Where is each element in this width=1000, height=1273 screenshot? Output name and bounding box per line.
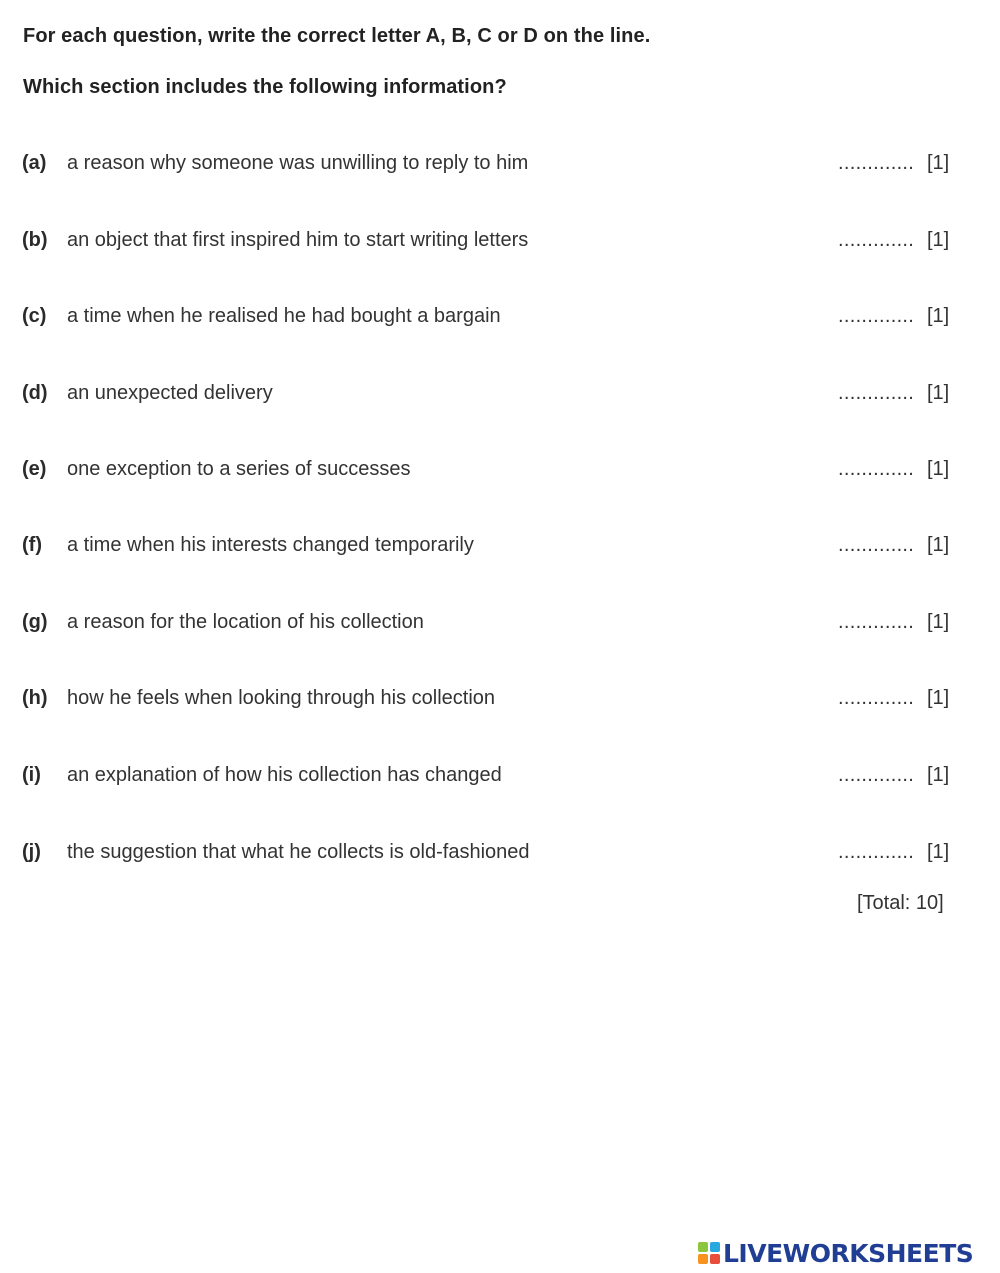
question-text: a time when he realised he had bought a bargain [67, 305, 501, 327]
question-letter: (d) [22, 382, 48, 404]
question-marks: [1] [927, 229, 950, 251]
question-marks: [1] [927, 841, 950, 863]
answer-blank[interactable]: ............. [838, 841, 915, 863]
answer-blank[interactable]: ............. [838, 611, 915, 633]
question-row [0, 611, 1000, 639]
question-text: a reason why someone was unwilling to reply to him [67, 152, 529, 174]
logo-tile-red [710, 1254, 720, 1264]
logo-tile-green [698, 1242, 708, 1252]
question-marks: [1] [927, 458, 950, 480]
question-text: how he feels when looking through his collection [67, 687, 496, 709]
answer-blank[interactable]: ............. [838, 229, 915, 251]
question-row [0, 305, 1000, 333]
question-letter: (f) [22, 534, 42, 556]
question-row [0, 229, 1000, 257]
question-marks: [1] [927, 687, 950, 709]
question-text: a time when his interests changed temporarily [67, 534, 474, 556]
instruction-line-2: Which section includes the following information? [23, 76, 507, 98]
question-text: the suggestion that what he collects is old-fashioned [67, 841, 530, 863]
answer-blank[interactable]: ............. [838, 152, 915, 174]
liveworksheets-logo-icon [698, 1242, 720, 1264]
question-text: one exception to a series of successes [67, 458, 411, 480]
question-text: a reason for the location of his collection [67, 611, 424, 633]
question-marks: [1] [927, 764, 950, 786]
question-row [0, 841, 1000, 869]
question-marks: [1] [927, 305, 950, 327]
question-marks: [1] [927, 534, 950, 556]
question-letter: (e) [22, 458, 47, 480]
question-row [0, 458, 1000, 486]
question-row [0, 764, 1000, 792]
question-letter: (c) [22, 305, 47, 327]
question-marks: [1] [927, 382, 950, 404]
question-text: an explanation of how his collection has changed [67, 764, 502, 786]
question-text: an unexpected delivery [67, 382, 273, 404]
answer-blank[interactable]: ............. [838, 458, 915, 480]
question-letter: (i) [22, 764, 41, 786]
logo-tile-orange [698, 1254, 708, 1264]
question-marks: [1] [927, 611, 950, 633]
question-letter: (a) [22, 152, 47, 174]
question-text: an object that first inspired him to start writing letters [67, 229, 529, 251]
question-row [0, 152, 1000, 180]
question-row [0, 687, 1000, 715]
logo-text: LIVEWORKSHEETS [723, 1238, 974, 1268]
answer-blank[interactable]: ............. [838, 305, 915, 327]
answer-blank[interactable]: ............. [838, 534, 915, 556]
total-marks: [Total: 10] [857, 892, 944, 914]
question-letter: (g) [22, 611, 48, 633]
instruction-line-1: For each question, write the correct letter A, B, C or D on the line. [23, 25, 651, 47]
question-letter: (j) [22, 841, 41, 863]
answer-blank[interactable]: ............. [838, 382, 915, 404]
answer-blank[interactable]: ............. [838, 764, 915, 786]
question-row [0, 534, 1000, 562]
question-row [0, 382, 1000, 410]
question-marks: [1] [927, 152, 950, 174]
liveworksheets-logo [698, 1238, 973, 1268]
answer-blank[interactable]: ............. [838, 687, 915, 709]
logo-tile-blue [710, 1242, 720, 1252]
question-letter: (h) [22, 687, 48, 709]
question-letter: (b) [22, 229, 48, 251]
